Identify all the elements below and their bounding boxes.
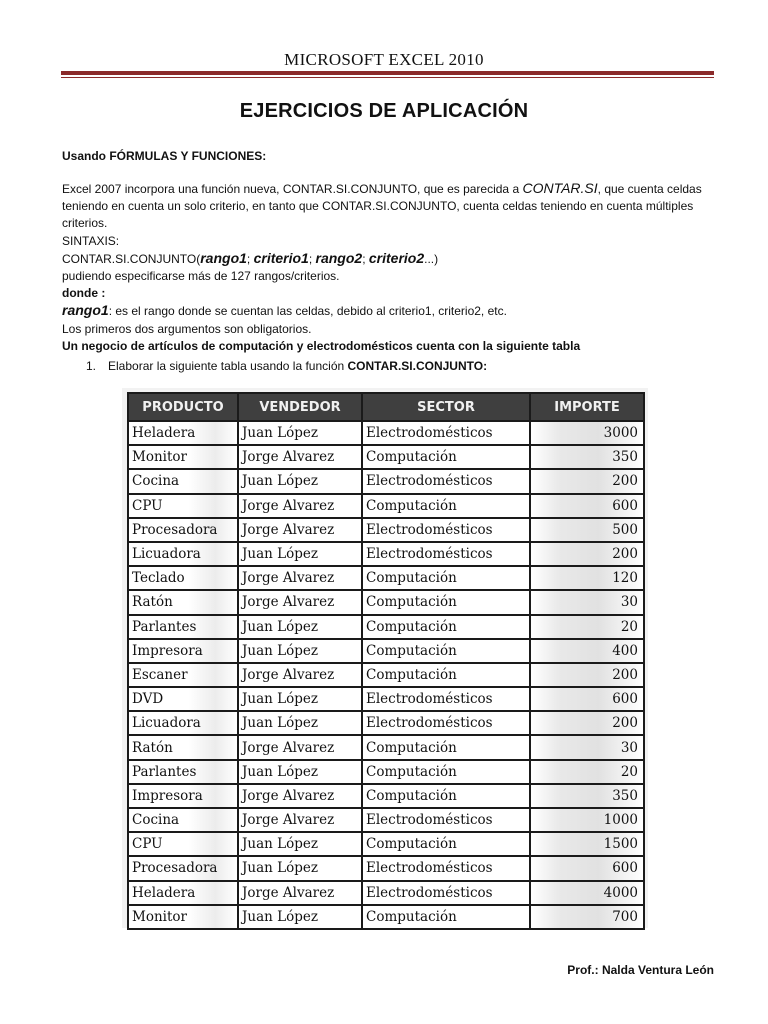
header-rule — [61, 71, 714, 75]
table-row — [128, 905, 644, 929]
cell-vendedor: Juan López — [238, 760, 362, 784]
cell-importe: 600 — [530, 687, 644, 711]
cell-producto: Ratón — [128, 735, 238, 759]
cell-vendedor: Juan López — [238, 542, 362, 566]
table-row — [128, 494, 644, 518]
cell-sector: Electrodomésticos — [362, 808, 530, 832]
cell-sector: Computación — [362, 784, 530, 808]
syntax-close: ) — [434, 252, 439, 266]
cell-sector: Electrodomésticos — [362, 687, 530, 711]
required-note: Los primeros dos argumentos son obligatorios. — [62, 322, 312, 336]
cell-producto: Licuadora — [128, 542, 238, 566]
header-vendedor: VENDEDOR — [238, 393, 362, 421]
table-body — [128, 421, 644, 929]
cell-producto: Heladera — [128, 881, 238, 905]
cell-vendedor: Jorge Alvarez — [238, 590, 362, 614]
instruction-text: Elaborar la siguiente tabla usando la función — [108, 359, 348, 373]
syntax-criterio1: criterio1 — [253, 250, 309, 266]
table-row — [128, 881, 644, 905]
table-row — [128, 784, 644, 808]
cell-producto: Parlantes — [128, 615, 238, 639]
table-row — [128, 469, 644, 493]
cell-vendedor: Juan López — [238, 687, 362, 711]
cell-vendedor: Juan López — [238, 711, 362, 735]
cell-producto: Heladera — [128, 421, 238, 445]
cell-importe: 1000 — [530, 808, 644, 832]
cell-producto: Monitor — [128, 905, 238, 929]
cell-producto: Licuadora — [128, 711, 238, 735]
table-row — [128, 615, 644, 639]
header-importe: IMPORTE — [530, 393, 644, 421]
cell-producto: Ratón — [128, 590, 238, 614]
cell-vendedor: Juan López — [238, 905, 362, 929]
cell-sector: Computación — [362, 663, 530, 687]
table-row — [128, 687, 644, 711]
table-row — [128, 663, 644, 687]
table-row — [128, 711, 644, 735]
table-row — [128, 760, 644, 784]
table-row — [128, 542, 644, 566]
cell-vendedor: Jorge Alvarez — [238, 735, 362, 759]
cell-importe: 400 — [530, 639, 644, 663]
cell-producto: CPU — [128, 832, 238, 856]
syntax-criterio2: criterio2 — [368, 250, 425, 266]
cell-vendedor: Jorge Alvarez — [238, 518, 362, 542]
cell-producto: Impresora — [128, 784, 238, 808]
cell-sector: Computación — [362, 494, 530, 518]
sales-table — [127, 392, 645, 930]
cell-sector: Computación — [362, 615, 530, 639]
ranges-note: pudiendo especificarse más de 127 rangos/criterios. — [62, 269, 340, 283]
cell-importe: 1500 — [530, 832, 644, 856]
cell-vendedor: Jorge Alvarez — [238, 808, 362, 832]
cell-producto: Impresora — [128, 639, 238, 663]
table-row — [128, 639, 644, 663]
cell-vendedor: Jorge Alvarez — [238, 881, 362, 905]
syntax-sep: ; — [362, 252, 369, 266]
table-row — [128, 808, 644, 832]
table-header-row — [128, 393, 644, 421]
cell-vendedor: Juan López — [238, 856, 362, 880]
section-heading: Usando FÓRMULAS Y FUNCIONES: — [62, 149, 267, 163]
intro-part2: , que cuenta celdas teniendo en cuenta un solo criterio, en tanto que CONTAR.SI.CONJUNTO, cuenta celdas teniendo en cuenta múltiples criterios. — [62, 182, 702, 230]
cell-vendedor: Juan López — [238, 421, 362, 445]
table-row — [128, 421, 644, 445]
cell-vendedor: Juan López — [238, 469, 362, 493]
cell-importe: 30 — [530, 735, 644, 759]
syntax-line — [62, 250, 722, 268]
cell-importe: 200 — [530, 663, 644, 687]
cell-sector: Computación — [362, 566, 530, 590]
rango1-term: rango1 — [62, 302, 109, 318]
cell-sector: Computación — [362, 639, 530, 663]
header-producto: PRODUCTO — [128, 393, 238, 421]
cell-producto: Procesadora — [128, 856, 238, 880]
cell-importe: 200 — [530, 542, 644, 566]
table-row — [128, 445, 644, 469]
cell-producto: Cocina — [128, 808, 238, 832]
cell-vendedor: Jorge Alvarez — [238, 494, 362, 518]
cell-importe: 350 — [530, 445, 644, 469]
intro-part1: Excel 2007 incorpora una función nueva, CONTAR.SI.CONJUNTO, que es parecida a — [62, 182, 523, 196]
cell-producto: CPU — [128, 494, 238, 518]
table-row — [128, 832, 644, 856]
cell-producto: Monitor — [128, 445, 238, 469]
syntax-dots: ... — [424, 252, 435, 266]
cell-sector: Electrodomésticos — [362, 856, 530, 880]
table-row — [128, 856, 644, 880]
document-title: EJERCICIOS DE APLICACIÓN — [239, 100, 529, 122]
instruction-number: 1. — [86, 359, 97, 373]
business-note: Un negocio de artículos de computación y electrodomésticos cuenta con la siguiente tabla — [62, 339, 581, 353]
cell-vendedor: Juan López — [238, 832, 362, 856]
table-row — [128, 590, 644, 614]
syntax-rango2: rango2 — [315, 250, 363, 266]
cell-sector: Computación — [362, 590, 530, 614]
rango1-definition — [62, 302, 722, 320]
intro-paragraph — [62, 180, 722, 232]
cell-importe: 20 — [530, 615, 644, 639]
cell-sector: Electrodomésticos — [362, 711, 530, 735]
contar-si-term: CONTAR.SI — [522, 180, 598, 196]
cell-vendedor: Jorge Alvarez — [238, 663, 362, 687]
table-row — [128, 518, 644, 542]
cell-importe: 200 — [530, 469, 644, 493]
cell-vendedor: Jorge Alvarez — [238, 784, 362, 808]
cell-sector: Computación — [362, 445, 530, 469]
cell-importe: 4000 — [530, 881, 644, 905]
cell-importe: 20 — [530, 760, 644, 784]
cell-producto: Parlantes — [128, 760, 238, 784]
cell-producto: Cocina — [128, 469, 238, 493]
cell-importe: 350 — [530, 784, 644, 808]
header-title: MICROSOFT EXCEL 2010 — [284, 50, 484, 69]
syntax-fn: CONTAR.SI.CONJUNTO( — [62, 252, 201, 266]
cell-sector: Computación — [362, 760, 530, 784]
cell-producto: Escaner — [128, 663, 238, 687]
cell-importe: 500 — [530, 518, 644, 542]
cell-sector: Computación — [362, 735, 530, 759]
cell-importe: 200 — [530, 711, 644, 735]
cell-producto: DVD — [128, 687, 238, 711]
cell-importe: 600 — [530, 494, 644, 518]
cell-vendedor: Jorge Alvarez — [238, 566, 362, 590]
footer-author: Prof.: Nalda Ventura León — [567, 963, 714, 977]
instruction-item — [86, 359, 487, 373]
cell-importe: 700 — [530, 905, 644, 929]
instruction-fn: CONTAR.SI.CONJUNTO: — [347, 359, 488, 373]
syntax-rango1: rango1 — [200, 250, 247, 266]
header-sector: SECTOR — [362, 393, 530, 421]
syntax-sep: ; — [308, 252, 316, 266]
cell-sector: Electrodomésticos — [362, 542, 530, 566]
cell-sector: Electrodomésticos — [362, 518, 530, 542]
table-row — [128, 735, 644, 759]
cell-sector: Electrodomésticos — [362, 881, 530, 905]
cell-importe: 3000 — [530, 421, 644, 445]
cell-vendedor: Jorge Alvarez — [238, 445, 362, 469]
syntax-sep: ; — [246, 252, 254, 266]
cell-sector: Electrodomésticos — [362, 469, 530, 493]
cell-vendedor: Juan López — [238, 615, 362, 639]
cell-sector: Computación — [362, 832, 530, 856]
cell-producto: Teclado — [128, 566, 238, 590]
cell-sector: Electrodomésticos — [362, 421, 530, 445]
table-row — [128, 566, 644, 590]
cell-vendedor: Juan López — [238, 639, 362, 663]
cell-importe: 30 — [530, 590, 644, 614]
sales-table-image — [122, 388, 648, 928]
sintaxis-label: SINTAXIS: — [62, 234, 120, 248]
cell-importe: 120 — [530, 566, 644, 590]
cell-sector: Computación — [362, 905, 530, 929]
cell-producto: Procesadora — [128, 518, 238, 542]
header-rule-thin — [61, 77, 714, 78]
rango1-text: : es el rango donde se cuentan las celdas, debido al criterio1, criterio2, etc. — [108, 304, 507, 318]
cell-importe: 600 — [530, 856, 644, 880]
donde-label: donde : — [62, 286, 106, 300]
